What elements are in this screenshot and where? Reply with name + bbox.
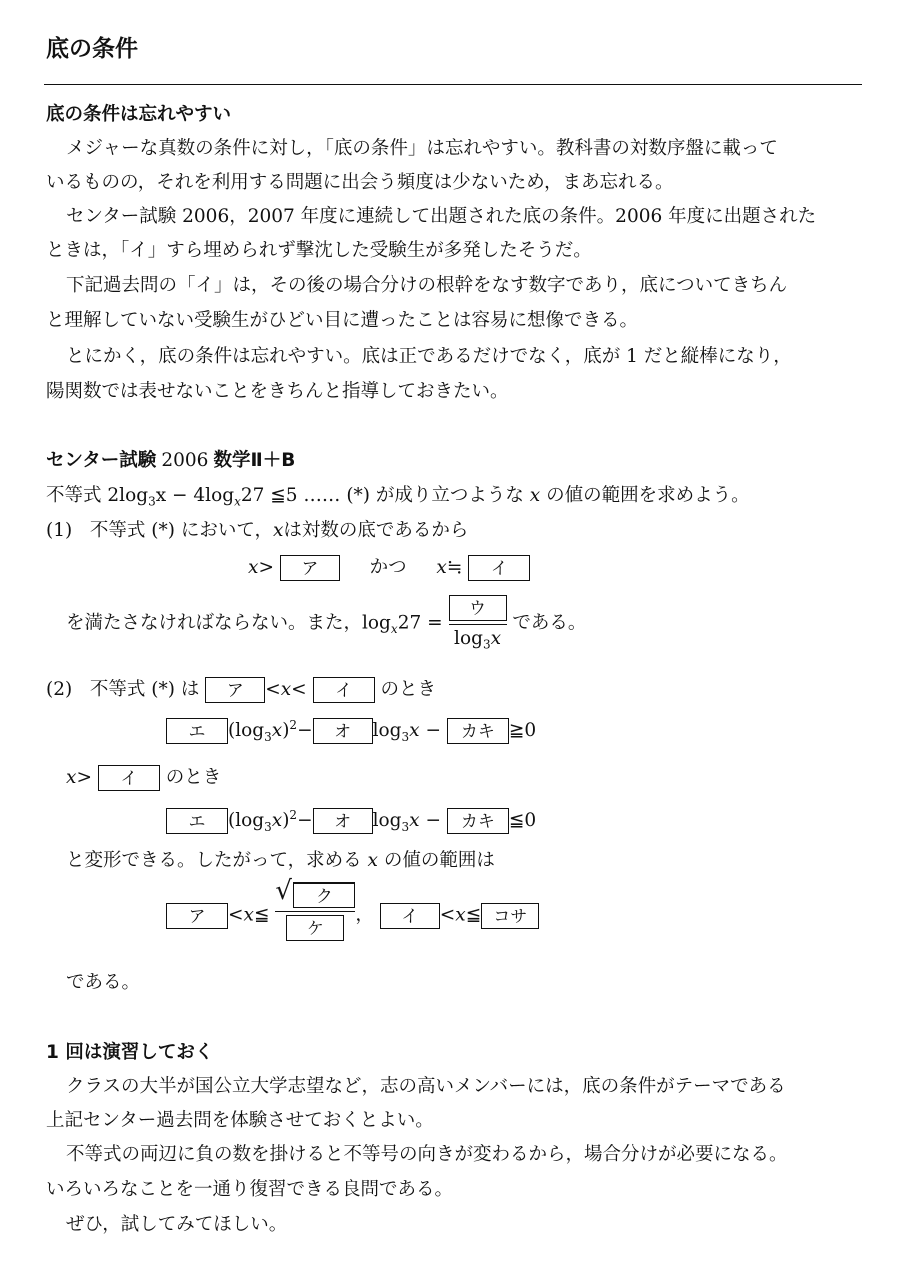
q2-transform: と変形できる。したがって，求める x の値の範囲は — [66, 850, 495, 871]
q2-answer-range: ア <x≦ √ ク ケ ， イ <x≦ コサ — [166, 890, 539, 941]
q1-condition: x> ア かつ x≒ イ — [248, 553, 530, 581]
section3-line: いろいろなことを一通り復習できる良問である。 — [46, 1179, 454, 1200]
sqrt-icon: √ — [275, 876, 292, 906]
sqrt-fraction — [275, 876, 355, 941]
section1-line: 下記過去問の「イ」は，その後の場合分けの根幹をなす数字であり，底についてきちん — [66, 275, 788, 296]
answer-box-i: イ — [98, 765, 160, 791]
log-fraction: $\frac{\text{ウ}}{\log_3x}$ — [449, 595, 507, 652]
section3-line: 不等式の両辺に負の数を掛けると不等号の向きが変わるから，場合分けが必要になる。 — [66, 1144, 788, 1165]
section1-heading: 底の条件は忘れやすい — [46, 104, 232, 125]
answer-box-i: イ — [313, 677, 375, 703]
answer-box-ku: ク — [293, 882, 355, 908]
problem-heading: センター試験 2006 数学Ⅱ＋B — [46, 450, 296, 471]
answer-box-o: オ — [313, 718, 373, 744]
section3-line: ぜひ，試してみてほしい。 — [66, 1214, 288, 1235]
answer-box-e: エ — [166, 808, 228, 834]
section1-line: とにかく，底の条件は忘れやすい。底は正であるだけでなく，底が 1 だと縦棒になり， — [66, 346, 792, 367]
answer-box-a: ア — [280, 555, 340, 581]
answer-box-a: ア — [166, 903, 228, 929]
section1-line: と理解していない受験生がひどい目に遭ったことは容易に想像できる。 — [46, 310, 639, 331]
section3-heading: 1 回は演習しておく — [46, 1042, 214, 1063]
section3-line: クラスの大半が国公立大学志望など，志の高いメンバーには，底の条件がテーマである — [66, 1076, 786, 1097]
q2-inequality-1: エ $(\log_3x)^2-$ オ $\log_3x$ − カキ ≧0 — [166, 718, 536, 744]
q2-statement: (2) 不等式 (*) は ア <x< イ のとき — [46, 679, 436, 701]
answer-box-i: イ — [380, 903, 440, 929]
answer-box-a: ア — [205, 677, 265, 703]
section1-line: ときは，「イ」すら埋められず撃沈した受験生が多発したそうだ。 — [46, 240, 592, 261]
section1-line: メジャーな真数の条件に対し，「底の条件」は忘れやすい。教科書の対数序盤に載って — [66, 138, 778, 159]
section1-line: いるものの，それを利用する問題に出会う頻度は少ないため，まあ忘れる。 — [46, 172, 674, 193]
section3-line: 上記センター過去問を体験させておくとよい。 — [46, 1110, 434, 1131]
q2-final: である。 — [66, 972, 141, 993]
q1-log-expression: を満たさなければならない。また，$\log_x27$ = $\frac{\text{ウ}}{\log_3x}$ である。 — [66, 595, 586, 652]
problem-intro: 不等式 $2\log_3x - 4\log_x27$ ≦5 …… (*) が成り立つような x の値の範囲を求めよう。 — [46, 485, 750, 509]
answer-box-kaki: カキ — [447, 718, 509, 744]
answer-box-i: イ — [468, 555, 530, 581]
q1-statement: (1) 不等式 (*) において，xは対数の底であるから — [46, 520, 469, 541]
section1-line: 陽関数では表せないことをきちんと指導しておきたい。 — [46, 381, 509, 402]
answer-box-u: ウ — [449, 595, 507, 621]
q2-case-2: x> イ のとき — [66, 767, 222, 789]
page-title: 底の条件 — [46, 36, 138, 62]
answer-box-ke: ケ — [286, 915, 344, 941]
q2-inequality-2: エ $(\log_3x)^2-$ オ $\log_3x$ − カキ ≦0 — [166, 808, 536, 834]
answer-box-e: エ — [166, 718, 228, 744]
answer-box-o: オ — [313, 808, 373, 834]
section1-line: センター試験 2006，2007 年度に連続して出題された底の条件。2006 年度に出題された — [66, 206, 817, 227]
title-divider — [44, 84, 862, 85]
answer-box-kosa: コサ — [481, 903, 539, 929]
answer-box-kaki: カキ — [447, 808, 509, 834]
